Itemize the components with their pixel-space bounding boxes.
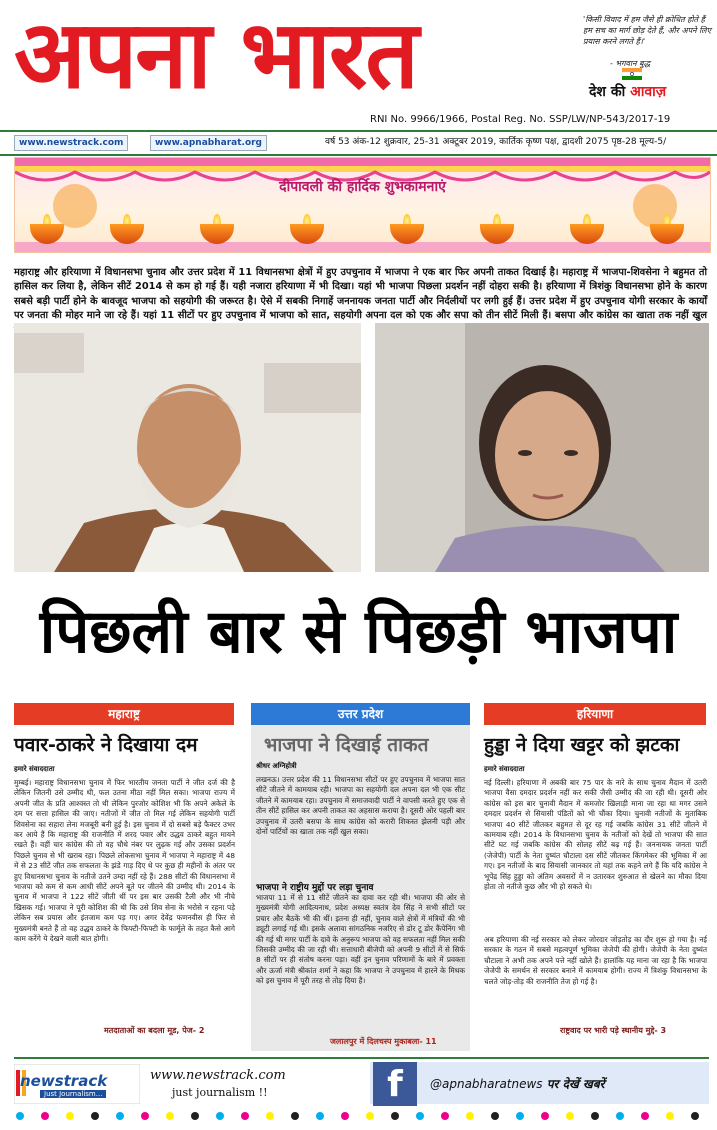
article-body-maharashtra: मुम्बई। महाराष्ट्र विधानसभा चुनाव में फिर भारतीय जनता पार्टी ने जीत दर्ज की है लेकिन जितनी उसे उम्मीद थी, फल उतना मीठा नहीं मिल सका। भाजपा राज्य में अपनी जीत के प्रति आश्वस्त तो थी लेकिन पुरजोर कोशिश भी कि अपने अकेले के दम पर सत्ता हासिल की जाए। नतीजों में जीत तो मिल गई लेकिन सहयोगी पार्टी शिवसेना का सहारा लेना मजबूरी बनी हुई है। इस चुनाव में दो सबसे बड़े फैक्टर उभर कर आये हैं कि महाराष्ट्र की राजनीति में शरद पवार और उद्धव ठाकरे बहुत मायने रखते हैं। वहीं चार कांग्रेस की तो वह चौथे नंबर पर लुढ़क गई और उसका प्रदर्शन पिछले चुनाव से भी खराब रहा। पिछले लोकसभा चुनाव में भाजपा ने महाराष्ट्र में 48 में से 23 सीटें जीत तक सफलता के झंडे गाड़ दिए थे पर कुछ ही महीनों के अंतर पर हुए विधानसभा चुनाव के नतीजे उतने उम्दा नहीं रहे हैं। 288 सीटों की विधानसभा में भाजपा को कम से कम आधी सीटें अपने बूते पर जीतने की उम्मीद थी। 2014 के चुनाव में भाजपा ने 122 सीटें जीती थीं पर इस बार उसकी टैली और भी नीचे खिसक गई। भाजपा ने पूरी कोशिश की थी कि उसे शिव सेना के भरोसे न रहना पड़े लेकिन सब प्रयास और इंतजाम कम पड़ गए। अगर देवेंद्र फणनवीस ही फिर से मुख्यमंत्री बनते हैं तो वह उद्धव ठाकरे के फिफ्टी-फिफ्टी के फार्मूले के तहत कैसे आगे काम करेंगे ये देखने वाली बात होगी। — [14, 778, 235, 944]
diya-icon — [200, 224, 234, 244]
facebook-cta: पर देखें खबरें — [542, 1077, 605, 1091]
registration-dot — [516, 1112, 524, 1120]
registration-dot — [391, 1112, 399, 1120]
registration-dot — [16, 1112, 24, 1120]
newspaper-logo: अपना भारत — [14, 0, 417, 110]
registration-dot — [366, 1112, 374, 1120]
article-title-maharashtra: पवार-ठाकरे ने दिखाया दम — [14, 734, 198, 756]
registration-dot — [641, 1112, 649, 1120]
quote-box: 'किसी विवाद में हम जैसे ही क्रोधित होते हैं हम सच का मार्ग छोड़ देते हैं, और अपने लिए प्रयास करने लगते हैं।' — [583, 15, 712, 46]
registration-dot — [491, 1112, 499, 1120]
quote-author: - भगवान बुद्ध — [610, 59, 651, 68]
diya-icon — [480, 224, 514, 244]
newstrack-subtitle: Just Journalism... — [40, 1090, 106, 1098]
article-body-haryana-2: अब हरियाणा की नई सरकार को लेकर जोरदार जोड़तोड़ का दौर शुरू हो गया है। नई सरकार के गठन में सबसे महत्वपूर्ण भूमिका जेजेपी की होगी। जेजेपी के नेता दुष्यंत चौटाला ने अभी तक अपने पत्ते नहीं खोले हैं। हालांकि यह माना जा रहा है कि भाजपा जेजेपी के समर्थन से सरकार बनाने में कामयाब होगी। राज्य में त्रिशंकु विधानसभा के चलते जोड़-तोड़ की राजनीति तेज हो गई है। — [484, 935, 707, 986]
registration-dot — [266, 1112, 274, 1120]
section-label-haryana: हरियाणा — [484, 703, 706, 725]
diya-icon — [390, 224, 424, 244]
main-headline: पिछली बार से पिछड़ी भाजपा — [39, 597, 678, 667]
registration-dot — [216, 1112, 224, 1120]
article-title-haryana: हुड्डा ने दिया खट्टर को झटका — [484, 734, 680, 756]
continued-link-haryana[interactable]: राष्ट्रवाद पर भारी पड़े स्थानीय मुद्दे- 3 — [560, 1026, 667, 1035]
diya-icon — [30, 224, 64, 244]
article-body-up-2: भाजपा 11 में से 11 सीटें जीतने का दावा कर रही थी। भाजपा की ओर से मुख्यमंत्री योगी आदित्यनाथ, प्रदेश अध्यक्ष स्वतंत्र देव सिंह ने सभी सीटों पर प्रचार और बैठकें भी की थीं। इतना ही नहीं, चुनाव वाले क्षेत्रों में मंत्रियों की भी ड्यूटी लगाई गई थी। इसके अलावा सांगठनिक नजरिए से डोर टू डोर कैंपेनिंग भी की गई थी मगर पार्टी के दावे के अनुरूप भाजपा को वह सफलता नहीं मिल सकी जिसकी उम्मीद की जा रही थी। सत्ताधारी बीजेपी को अपनी 9 सीटों में से सिर्फ 8 सीटों पर ही संतोष करना पड़ा। वहीं इन चुनाव परिणामों के बारे में प्रवक्ता और ऊर्जा मंत्री श्रीकांत शर्मा ने कहा कि भाजपा ने उपचुनाव में हारने के मिथक को इस चुनाव में पूरी तरह से तोड़ दिया है। — [256, 893, 465, 986]
sonia-portrait-icon — [375, 323, 709, 572]
registration-dot — [416, 1112, 424, 1120]
masthead — [0, 0, 717, 125]
registration-dot — [566, 1112, 574, 1120]
article-subhead-up: भाजपा ने राष्ट्रीय मुद्दों पर लड़ा चुनाव — [256, 883, 374, 893]
byline-maharashtra: हमारे संवाददाता — [14, 765, 55, 773]
tagline — [589, 82, 666, 101]
tagline-part-a: देश की — [589, 84, 631, 100]
registration-dot — [341, 1112, 349, 1120]
tagline-part-b: आवाज़ — [630, 84, 667, 100]
issue-details: वर्ष 53 अंक-12 शुक्रवार, 25-31 अक्टूबर 2019, कार्तिक कृष्ण पक्ष, द्वादशी 2075 पृष्ठ-28 मूल्य-5/ — [325, 137, 667, 147]
registration-dot — [66, 1112, 74, 1120]
registration-dot — [41, 1112, 49, 1120]
color-registration-dots-icon — [14, 1110, 709, 1122]
emblem-icon — [620, 64, 644, 84]
registration-dot — [191, 1112, 199, 1120]
photo-modi — [14, 323, 361, 572]
registration-dot — [166, 1112, 174, 1120]
photo-sonia — [375, 323, 709, 572]
article-body-haryana: नई दिल्ली। हरियाणा में अबकी बार 75 पार के नारे के साथ चुनाव मैदान में उतरी भाजपा वैसा दमदार प्रदर्शन नहीं कर सकी जैसी उम्मीद की जा रही थी। दूसरी ओर कांग्रेस को इस बार चुनावी मैदान में कमजोर खिलाड़ी माना जा रहा था मगर उसने दमदार प्रदर्शन से सियासी पंडितों को भी चौंका दिया। चुनावी नतीजों के मुताबिक भाजपा 40 सीटें जीतकर बहुमत से दूर रह गई जबकि कांग्रेस 31 सीटें जीतने में कामयाब रही। 2014 के विधानसभा चुनाव के नतीजों को देखें तो भाजपा की सात सीटें घट गई जबकि कांग्रेस की सोलह सीटें बढ़ गई हैं। जननायक जनता पार्टी (जेजेपी) पार्टी के नेता दुष्यंत चौटाला दस सीटें जीतकर किंगमेकर की भूमिका में आ गए। इन नतीजों के बाद सियासी जानकार तो यहां तक कहने लगे हैं कि यदि कांग्रेस ने भूपेंद्र सिंह हुड्डा को अंतिम अवसरों में न उतारकर शुरुआत से खेलने का मौका दिया होता तो नतीजे कुछ और भी हो सकते थे। — [484, 778, 707, 892]
continued-link-maharashtra[interactable]: मतदाताओं का बदला मूड, पेज- 2 — [104, 1026, 205, 1035]
newstrack-brand: newstrack — [20, 1072, 108, 1090]
registration-dot — [541, 1112, 549, 1120]
diya-icon — [110, 224, 144, 244]
registration-dot — [466, 1112, 474, 1120]
diya-icon — [570, 224, 604, 244]
registration-dot — [666, 1112, 674, 1120]
newstrack-link[interactable]: www.newstrack.com — [14, 135, 128, 151]
facebook-icon[interactable]: f — [373, 1062, 417, 1106]
registration-dot — [116, 1112, 124, 1120]
diwali-banner — [14, 157, 711, 253]
apnabharat-link[interactable]: www.apnabharat.org — [150, 135, 267, 151]
registration-dot — [316, 1112, 324, 1120]
registration-dot — [691, 1112, 699, 1120]
byline-haryana: हमारे संवाददाता — [484, 765, 525, 773]
footer-slogan: just journalism !! — [172, 1086, 268, 1099]
info-bar — [0, 130, 717, 156]
facebook-handle[interactable] — [430, 1075, 605, 1092]
registration-dot — [616, 1112, 624, 1120]
registration-dot — [291, 1112, 299, 1120]
diya-icon — [290, 224, 324, 244]
byline-up: श्रीधर अग्निहोत्री — [256, 762, 297, 770]
registration-dot — [241, 1112, 249, 1120]
modi-portrait-icon — [14, 323, 361, 572]
registration-dot — [141, 1112, 149, 1120]
footer-divider — [14, 1057, 709, 1059]
diwali-greeting: दीपावली की हार्दिक शुभकामनाएं — [279, 179, 446, 195]
facebook-handle-text: @apnabharatnews — [430, 1077, 543, 1091]
diya-row — [15, 214, 710, 244]
registration-dot — [91, 1112, 99, 1120]
article-body-up: लखनऊ। उत्तर प्रदेश की 11 विधानसभा सीटों पर हुए उपचुनाव में भाजपा सात सीटें जीतने में कामयाब रही। भाजपा का सहयोगी दल अपना दल भी एक सीट जीतने में कामयाब रहा। उपचुनाव में समाजवादी पार्टी ने वापसी करते हुए एक से तीन सीटें हासिल कर अपनी ताकत का अहसास कराया है। दूसरी ओर पहली बार उपचुनाव में उतरी बसपा के साथ कांग्रेस को करारी शिकस्त झेलनी पड़ी और दोनों पार्टियों का खाता तक नहीं खुल सका। — [256, 775, 465, 837]
registration-dot — [441, 1112, 449, 1120]
diya-icon — [650, 224, 684, 244]
continued-link-up[interactable]: जलालपुर में दिलचस्प मुकाबला- 11 — [330, 1037, 437, 1046]
section-label-maharashtra: महाराष्ट्र — [14, 703, 234, 725]
footer-url[interactable]: www.newstrack.com — [150, 1068, 286, 1083]
section-label-up: उत्तर प्रदेश — [251, 703, 470, 725]
lead-paragraph: महाराष्ट्र और हरियाणा में विधानसभा चुनाव और उत्तर प्रदेश में 11 विधानसभा क्षेत्रों में हुए उपचुनाव में भाजपा ने एक बार फिर अपनी ताकत दिखाई है। महाराष्ट्र में भाजपा-शिवसेना ने बहुमत तो हासिल कर लिया है, लेकिन सीटें 2014 से कम हो गई हैं। यही नजारा हरियाणा में भी दिखा। यहां भी भाजपा पिछला प्रदर्शन नहीं दोहरा सकी है। हरियाणा में त्रिशंकु विधानसभा होने के कारण सबसे बड़ी पार्टी होने के बावजूद भाजपा को सहयोगी की जरूरत है। ऐसे में सबकी निगाहें जननायक जनता पार्टी और निर्दलीयों पर लगी हुई हैं। उत्तर प्रदेश में हुए उपचुनाव योगी सरकार के कार्यों पर जनता की मोहर माने जा रहे हैं। यहां 11 सीटों पर हुए उपचुनाव में भाजपा को सात, सहयोगी अपना दल को एक और सपा को तीन सीटें मिली हैं। बसपा और कांग्रेस का खाता तक नहीं खुल — [14, 267, 707, 322]
registration-number: RNI No. 9966/1966, Postal Reg. No. SSP/LW/NP-543/2017-19 — [370, 114, 671, 125]
registration-dot — [591, 1112, 599, 1120]
article-title-up: भाजपा ने दिखाई ताकत — [264, 734, 429, 756]
